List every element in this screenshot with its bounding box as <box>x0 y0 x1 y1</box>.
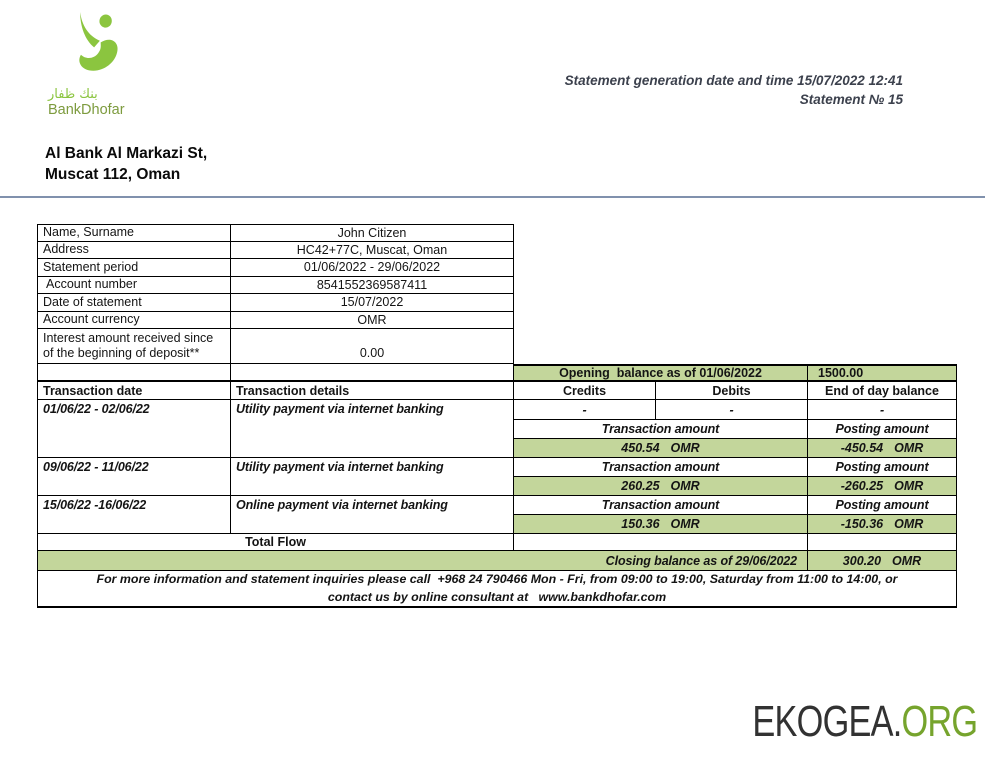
statement-table <box>37 224 957 608</box>
watermark-separator: . <box>892 697 902 746</box>
statement-number: Statement № 15 <box>799 92 903 107</box>
bankdhofar-logo <box>48 12 138 119</box>
posting-amount-label: Posting amount <box>808 420 957 439</box>
info-label: Name, Surname <box>37 224 231 242</box>
transaction-details: Utility payment via internet banking <box>231 458 514 496</box>
info-value: John Citizen <box>231 224 514 242</box>
info-label: Date of statement <box>37 294 231 312</box>
ekogea-watermark <box>752 697 977 746</box>
amount-number: 260.25 <box>621 479 660 493</box>
transaction-date: 09/06/22 - 11/06/22 <box>37 458 231 496</box>
empty-cell <box>808 534 957 551</box>
amount-number: -150.36 <box>840 517 884 531</box>
footer-note-line2: contact us by online consultant at www.bankdhofar.com <box>327 589 667 604</box>
amount-number: -260.25 <box>840 479 884 493</box>
posting-amount <box>808 477 957 496</box>
amount-currency: OMR <box>894 479 924 493</box>
transaction-amount-label: Transaction amount <box>514 458 808 477</box>
info-value: HC42+77C, Muscat, Oman <box>231 242 514 260</box>
info-label: Account number <box>37 277 231 295</box>
empty-cell <box>514 534 808 551</box>
amount-currency: OMR <box>894 517 924 531</box>
column-header-end-of-day: End of day balance <box>808 382 957 400</box>
transaction-amount <box>514 515 808 534</box>
amount-currency: OMR <box>892 553 922 568</box>
footer-note-line1: For more information and statement inquiries please call +968 24 790466 Mon - Fri, from 09:00 to 19:00, Saturday from 11:00 to 14:00, or <box>96 572 898 586</box>
posting-amount-label: Posting amount <box>808 496 957 515</box>
transaction-amount-label: Transaction amount <box>514 420 808 439</box>
info-value: 15/07/2022 <box>231 294 514 312</box>
amount-number: 150.36 <box>621 517 660 531</box>
amount-currency: OMR <box>894 441 924 455</box>
header-divider <box>0 196 985 198</box>
info-value: 0.00 <box>231 329 514 364</box>
bank-address-line2: Muscat 112, Oman <box>45 166 181 183</box>
transaction-date: 01/06/22 - 02/06/22 <box>37 400 231 458</box>
amount-currency: OMR <box>670 479 700 493</box>
empty-cell <box>231 364 514 382</box>
watermark-tld: ORG <box>901 697 977 746</box>
column-header-credits: Credits <box>514 382 656 400</box>
bankdhofar-figure-icon <box>60 12 120 86</box>
transaction-amount <box>514 477 808 496</box>
transaction-amount <box>514 439 808 458</box>
transaction-amount-label: Transaction amount <box>514 496 808 515</box>
credits-value: - <box>514 400 656 420</box>
closing-balance-label: Closing balance as of 29/06/2022 <box>37 551 808 571</box>
amount-currency: OMR <box>670 517 700 531</box>
statement-generation-date: Statement generation date and time 15/07/2022 12:41 <box>564 73 903 88</box>
amount-currency: OMR <box>670 441 700 455</box>
end-of-day-value: - <box>808 400 957 420</box>
posting-amount <box>808 439 957 458</box>
posting-amount-label: Posting amount <box>808 458 957 477</box>
info-label: Statement period <box>37 259 231 277</box>
total-flow-label: Total Flow <box>37 534 514 551</box>
transaction-details: Online payment via internet banking <box>231 496 514 534</box>
column-header-date: Transaction date <box>37 382 231 400</box>
bankdhofar-name: BankDhofar <box>48 102 125 118</box>
info-label: Account currency <box>37 312 231 330</box>
info-value: OMR <box>231 312 514 330</box>
info-value: 8541552369587411 <box>231 277 514 295</box>
closing-balance-value <box>808 551 957 571</box>
footer-note <box>37 571 957 608</box>
bank-address-line1: Al Bank Al Markazi St, <box>45 145 208 162</box>
transaction-date: 15/06/22 -16/06/22 <box>37 496 231 534</box>
bank-address <box>45 143 207 185</box>
transaction-details: Utility payment via internet banking <box>231 400 514 458</box>
statement-meta <box>565 71 903 109</box>
column-header-details: Transaction details <box>231 382 514 400</box>
amount-number: 300.20 <box>842 553 882 568</box>
info-label: Interest amount received since of the beginning of deposit** <box>37 329 231 364</box>
bankdhofar-arabic-name: بنك ظفار <box>48 87 98 102</box>
opening-balance-value: 1500.00 <box>808 364 957 382</box>
watermark-brand: EKOGEA <box>752 697 893 746</box>
opening-balance-label: Opening balance as of 01/06/2022 <box>514 364 808 382</box>
posting-amount <box>808 515 957 534</box>
column-header-debits: Debits <box>656 382 808 400</box>
amount-number: -450.54 <box>840 441 884 455</box>
debits-value: - <box>656 400 808 420</box>
info-value: 01/06/2022 - 29/06/2022 <box>231 259 514 277</box>
amount-number: 450.54 <box>621 441 660 455</box>
empty-cell <box>37 364 231 382</box>
info-label: Address <box>37 242 231 260</box>
